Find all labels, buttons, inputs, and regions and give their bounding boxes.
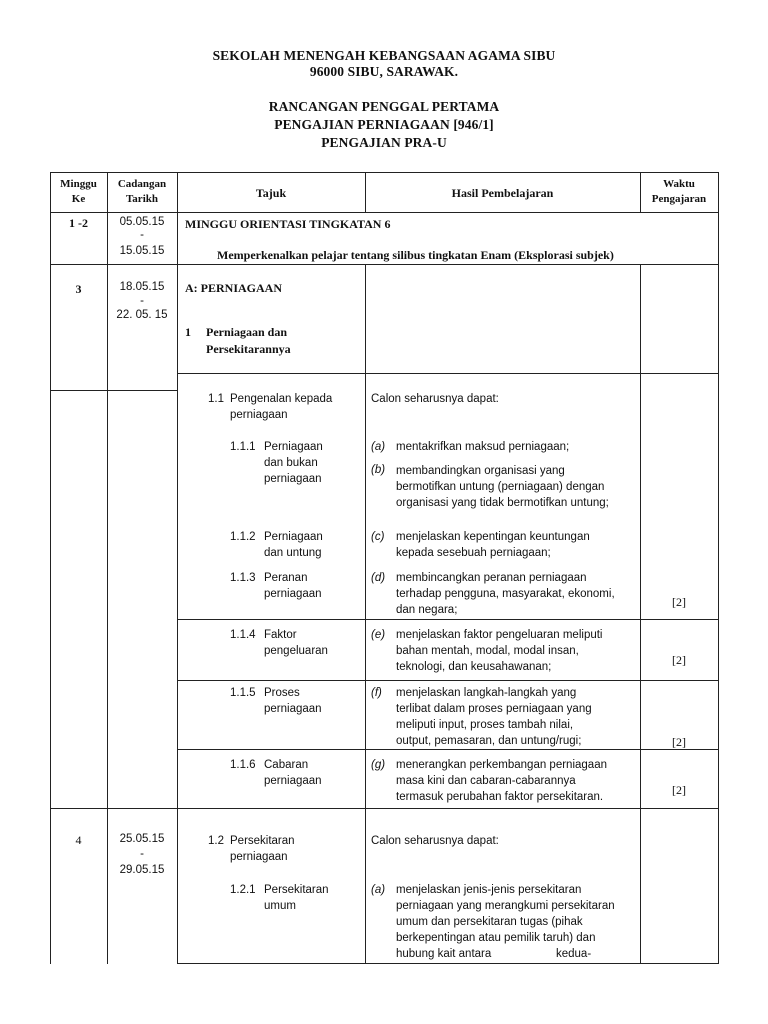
level-title: PENGAJIAN PRA-U: [321, 135, 447, 150]
week-number: 4: [75, 833, 82, 847]
outcome-text: organisasi yang tidak bermotifkan untung;: [396, 497, 609, 509]
outcome-text: membandingkan organisasi yang: [396, 465, 565, 477]
outcome-text: termasuk perubahan faktor persekitaran.: [396, 791, 604, 803]
outcome-text: hubung kait antara: [396, 948, 492, 960]
item-title: umum: [264, 900, 296, 912]
item-title: Peranan: [264, 572, 308, 584]
col-waktu-label-1: Waktu: [663, 178, 695, 190]
outcome-text: menjelaskan kepentingan keuntungan: [396, 531, 590, 543]
week-number: 3: [75, 282, 82, 296]
outcome-text: terlibat dalam proses perniagaan yang: [396, 703, 592, 715]
outcome-label: (a): [371, 884, 386, 896]
outcome-text: menjelaskan jenis-jenis persekitaran: [396, 884, 582, 896]
outcome-label: (a): [371, 441, 386, 453]
date-end: 22. 05. 15: [116, 309, 168, 321]
outcome-label: (g): [371, 759, 386, 771]
orientation-desc: Memperkenalkan pelajar tentang silibus tingkatan Enam (Eksplorasi subjek): [217, 248, 614, 262]
teaching-time: [2]: [672, 735, 686, 749]
subtopic-title-line2: perniagaan: [230, 851, 288, 863]
outcome-label: (b): [371, 464, 386, 476]
item-title: pengeluaran: [264, 645, 328, 657]
outcome-text: dan negara;: [396, 604, 458, 616]
col-minggu-label-2: Ke: [71, 193, 86, 205]
item-number: 1.1.1: [230, 441, 256, 453]
col-hasil-label: Hasil Pembelajaran: [451, 186, 554, 200]
outcome-text: terhadap pengguna, masyarakat, ekonomi,: [396, 588, 615, 600]
date-end: 29.05.15: [119, 864, 165, 876]
date-dash: -: [140, 848, 144, 860]
topic-number: 1: [185, 325, 191, 339]
date-dash: -: [140, 229, 144, 241]
outcome-text: masa kini dan cabaran-cabarannya: [396, 775, 576, 787]
subject-title: PENGAJIAN PERNIAGAAN [946/1]: [274, 117, 494, 132]
subtopic-title-line1: Persekitaran: [230, 835, 295, 847]
item-title: perniagaan: [264, 473, 322, 485]
learning-intro: Calon seharusnya dapat:: [371, 393, 499, 405]
date-start: 25.05.15: [119, 833, 165, 845]
item-title: Proses: [264, 687, 300, 699]
date-dash: -: [140, 295, 144, 307]
outcome-text: mentakrifkan maksud perniagaan;: [396, 441, 570, 453]
outcome-text: umum dan persekitaran tugas (pihak: [396, 916, 583, 928]
item-title: Perniagaan: [264, 441, 323, 453]
subtopic-number: 1.1: [208, 393, 224, 405]
teaching-time: [2]: [672, 783, 686, 797]
item-title: perniagaan: [264, 775, 322, 787]
learning-intro: Calon seharusnya dapat:: [371, 835, 499, 847]
outcome-text: menjelaskan langkah-langkah yang: [396, 687, 577, 699]
item-title: Cabaran: [264, 759, 309, 771]
item-title: perniagaan: [264, 703, 322, 715]
item-number: 1.2.1: [230, 884, 256, 896]
date-start: 18.05.15: [119, 281, 165, 293]
plan-title: RANCANGAN PENGGAL PERTAMA: [268, 99, 500, 114]
col-minggu-label-1: Minggu: [60, 178, 97, 190]
item-title: dan bukan: [264, 457, 318, 469]
item-number: 1.1.2: [230, 531, 256, 543]
outcome-text: menjelaskan faktor pengeluaran meliputi: [396, 629, 603, 641]
outcome-text: menerangkan perkembangan perniagaan: [396, 759, 607, 771]
col-tajuk-label: Tajuk: [255, 186, 287, 200]
outcome-text: perniagaan yang merangkumi persekitaran: [396, 900, 615, 912]
outcome-label: (f): [371, 687, 382, 699]
school-address: 96000 SIBU, SARAWAK.: [309, 64, 459, 79]
date-start: 05.05.15: [119, 216, 165, 228]
item-title: Faktor: [264, 629, 297, 641]
subtopic-number: 1.2: [208, 835, 224, 847]
item-title: Perniagaan: [264, 531, 323, 543]
teaching-time: [2]: [672, 653, 686, 667]
outcome-label: (d): [371, 572, 386, 584]
item-title: Persekitaran: [264, 884, 329, 896]
subtopic-title-line1: Pengenalan kepada: [230, 393, 333, 405]
item-number: 1.1.6: [230, 759, 256, 771]
col-cadangan-label-1: Cadangan: [117, 178, 167, 190]
outcome-text: kepada sesebuah perniagaan;: [396, 547, 551, 559]
col-cadangan-label-2: Tarikh: [125, 193, 158, 205]
outcome-text: bahan mentah, modal, modal insan,: [396, 645, 579, 657]
week-number: 1 -2: [69, 216, 88, 230]
item-number: 1.1.5: [230, 687, 256, 699]
item-number: 1.1.3: [230, 572, 256, 584]
section-heading: A: PERNIAGAAN: [185, 281, 282, 295]
subtopic-title-line2: perniagaan: [230, 409, 288, 421]
outcome-label: (e): [371, 629, 386, 641]
item-title: perniagaan: [264, 588, 322, 600]
outcome-text: teknologi, dan keusahawanan;: [396, 661, 552, 673]
outcome-text: meliputi input, proses tambah nilai,: [396, 719, 574, 731]
topic-title-line2: Persekitarannya: [206, 342, 291, 356]
teaching-time: [2]: [672, 595, 686, 609]
outcome-text: bermotifkan untung (perniagaan) dengan: [396, 481, 605, 493]
col-waktu-label-2: Pengajaran: [651, 193, 707, 205]
item-number: 1.1.4: [230, 629, 256, 641]
outcome-text: berkepentingan atau pemilik taruh) dan: [396, 932, 596, 944]
outcome-text: kedua-: [556, 948, 592, 960]
outcome-text: output, pemasaran, dan untung/rugi;: [396, 735, 582, 747]
outcome-label: (c): [371, 531, 385, 543]
topic-title-line1: Perniagaan dan: [206, 325, 288, 339]
orientation-title: MINGGU ORIENTASI TINGKATAN 6: [185, 217, 391, 231]
school-name: SEKOLAH MENENGAH KEBANGSAAN AGAMA SIBU: [212, 48, 556, 63]
date-end: 15.05.15: [119, 245, 165, 257]
outcome-text: membincangkan peranan perniagaan: [396, 572, 587, 584]
item-title: dan untung: [264, 547, 322, 559]
